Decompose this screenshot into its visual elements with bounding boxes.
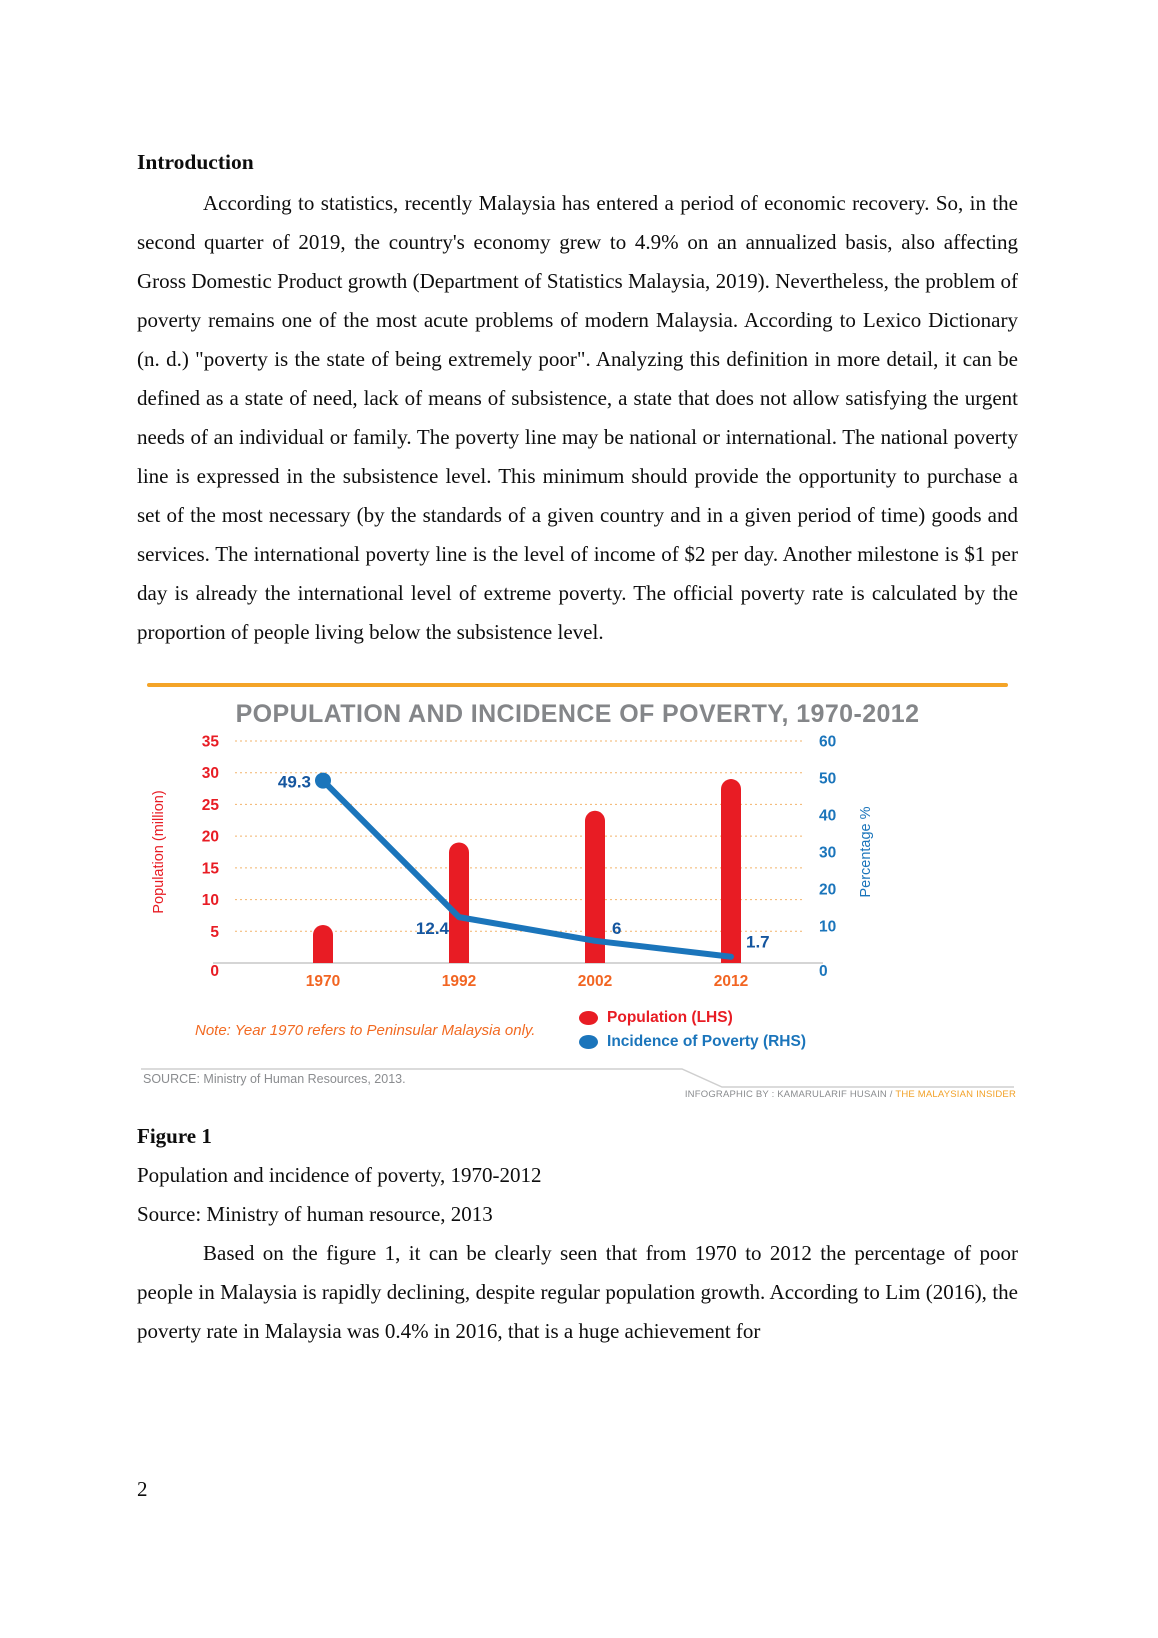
svg-text:30: 30 bbox=[818, 844, 836, 862]
legend-item-incidence bbox=[579, 1033, 806, 1051]
svg-text:20: 20 bbox=[201, 828, 219, 846]
paragraph-2: Based on the figure 1, it can be clearly seen that from 1970 to 2012 the percentage of poor people in Malaysia is rapidly declining, despite regular population growth. According to Lim (2016), the poverty rate in Malaysia was 0.4% in 2016, that is a huge achievement for bbox=[137, 1241, 1018, 1343]
svg-text:35: 35 bbox=[201, 733, 219, 751]
svg-text:Population (million): Population (million) bbox=[150, 790, 167, 914]
svg-text:49.3: 49.3 bbox=[277, 772, 311, 792]
svg-text:40: 40 bbox=[818, 807, 836, 825]
chart-note: Note: Year 1970 refers to Peninsular Malaysia only. bbox=[195, 1022, 536, 1039]
svg-text:Percentage %: Percentage % bbox=[857, 806, 874, 898]
credit-brand: THE MALAYSIAN INSIDER bbox=[895, 1089, 1016, 1100]
figure-footer bbox=[137, 1061, 1018, 1103]
svg-text:1992: 1992 bbox=[441, 973, 476, 990]
figure-top-rule bbox=[147, 683, 1008, 687]
paragraph-1: According to statistics, recently Malaysia has entered a period of economic recovery. So, in the second quarter of 2019, the country's economy grew to 4.9% on an annualized basis, also affecting Gross Domestic Product growth (Department of Statistics Malaysia, 2019). Nevertheless, the problem of poverty remains one of the most acute problems of modern Malaysia. According to Lexico Dictionary (n. d.) "poverty is the state of being extremely poor". Analyzing this definition in more detail, it can be defined as a state of need, lack of means of subsistence, a state that does not allow satisfying the urgent needs of an individual or family. The poverty line may be national or international. The national poverty line is expressed in the subsistence level. This minimum should provide the opportunity to purchase a set of the most necessary (by the standards of a given country and in a given period of time) goods and services. The international poverty line is the level of income of $2 per day. Another milestone is $1 per day is already the international level of extreme poverty. The official poverty rate is calculated by the proportion of people living below the subsistence level. bbox=[137, 191, 1018, 644]
legend-item-population bbox=[579, 1009, 806, 1027]
figure-1 bbox=[137, 683, 1018, 1103]
svg-text:15: 15 bbox=[201, 860, 219, 878]
svg-text:5: 5 bbox=[209, 923, 219, 941]
figure-caption-source: Source: Ministry of human resource, 2013 bbox=[137, 1202, 493, 1226]
chart-source: SOURCE: Ministry of Human Resources, 2013. bbox=[143, 1072, 406, 1086]
chart-legend bbox=[579, 1009, 806, 1051]
figure-label: Figure 1 bbox=[137, 1124, 212, 1148]
svg-text:2002: 2002 bbox=[577, 973, 612, 990]
svg-text:10: 10 bbox=[818, 918, 836, 936]
chart-title: POPULATION AND INCIDENCE OF POVERTY, 1970-2012 bbox=[235, 700, 920, 728]
figure-caption-title: Population and incidence of poverty, 1970-2012 bbox=[137, 1163, 542, 1187]
svg-text:60: 60 bbox=[818, 733, 836, 751]
legend-label-incidence: Incidence of Poverty (RHS) bbox=[607, 1033, 806, 1050]
svg-text:10: 10 bbox=[201, 892, 219, 910]
svg-text:30: 30 bbox=[201, 765, 219, 783]
svg-text:25: 25 bbox=[201, 796, 219, 814]
incidence-legend-dot-icon bbox=[579, 1035, 598, 1049]
infographic-credit bbox=[685, 1089, 1016, 1100]
svg-text:12.4: 12.4 bbox=[415, 919, 449, 939]
section-heading: Introduction bbox=[137, 150, 254, 174]
svg-text:1970: 1970 bbox=[305, 973, 340, 990]
population-legend-dot-icon bbox=[579, 1011, 598, 1025]
credit-prefix: INFOGRAPHIC BY : KAMARULARIF HUSAIN / bbox=[684, 1089, 896, 1100]
svg-text:20: 20 bbox=[818, 881, 836, 899]
svg-text:6: 6 bbox=[611, 918, 621, 938]
svg-text:0: 0 bbox=[209, 963, 219, 980]
svg-text:0: 0 bbox=[818, 963, 828, 980]
chart-note-legend-row bbox=[137, 1009, 1018, 1051]
svg-text:50: 50 bbox=[818, 770, 836, 788]
page-number: 2 bbox=[137, 1477, 148, 1501]
svg-text:1.7: 1.7 bbox=[745, 932, 770, 952]
poverty-chart bbox=[143, 731, 1013, 1009]
legend-label-population: Population (LHS) bbox=[607, 1009, 733, 1026]
svg-text:2012: 2012 bbox=[713, 973, 748, 990]
